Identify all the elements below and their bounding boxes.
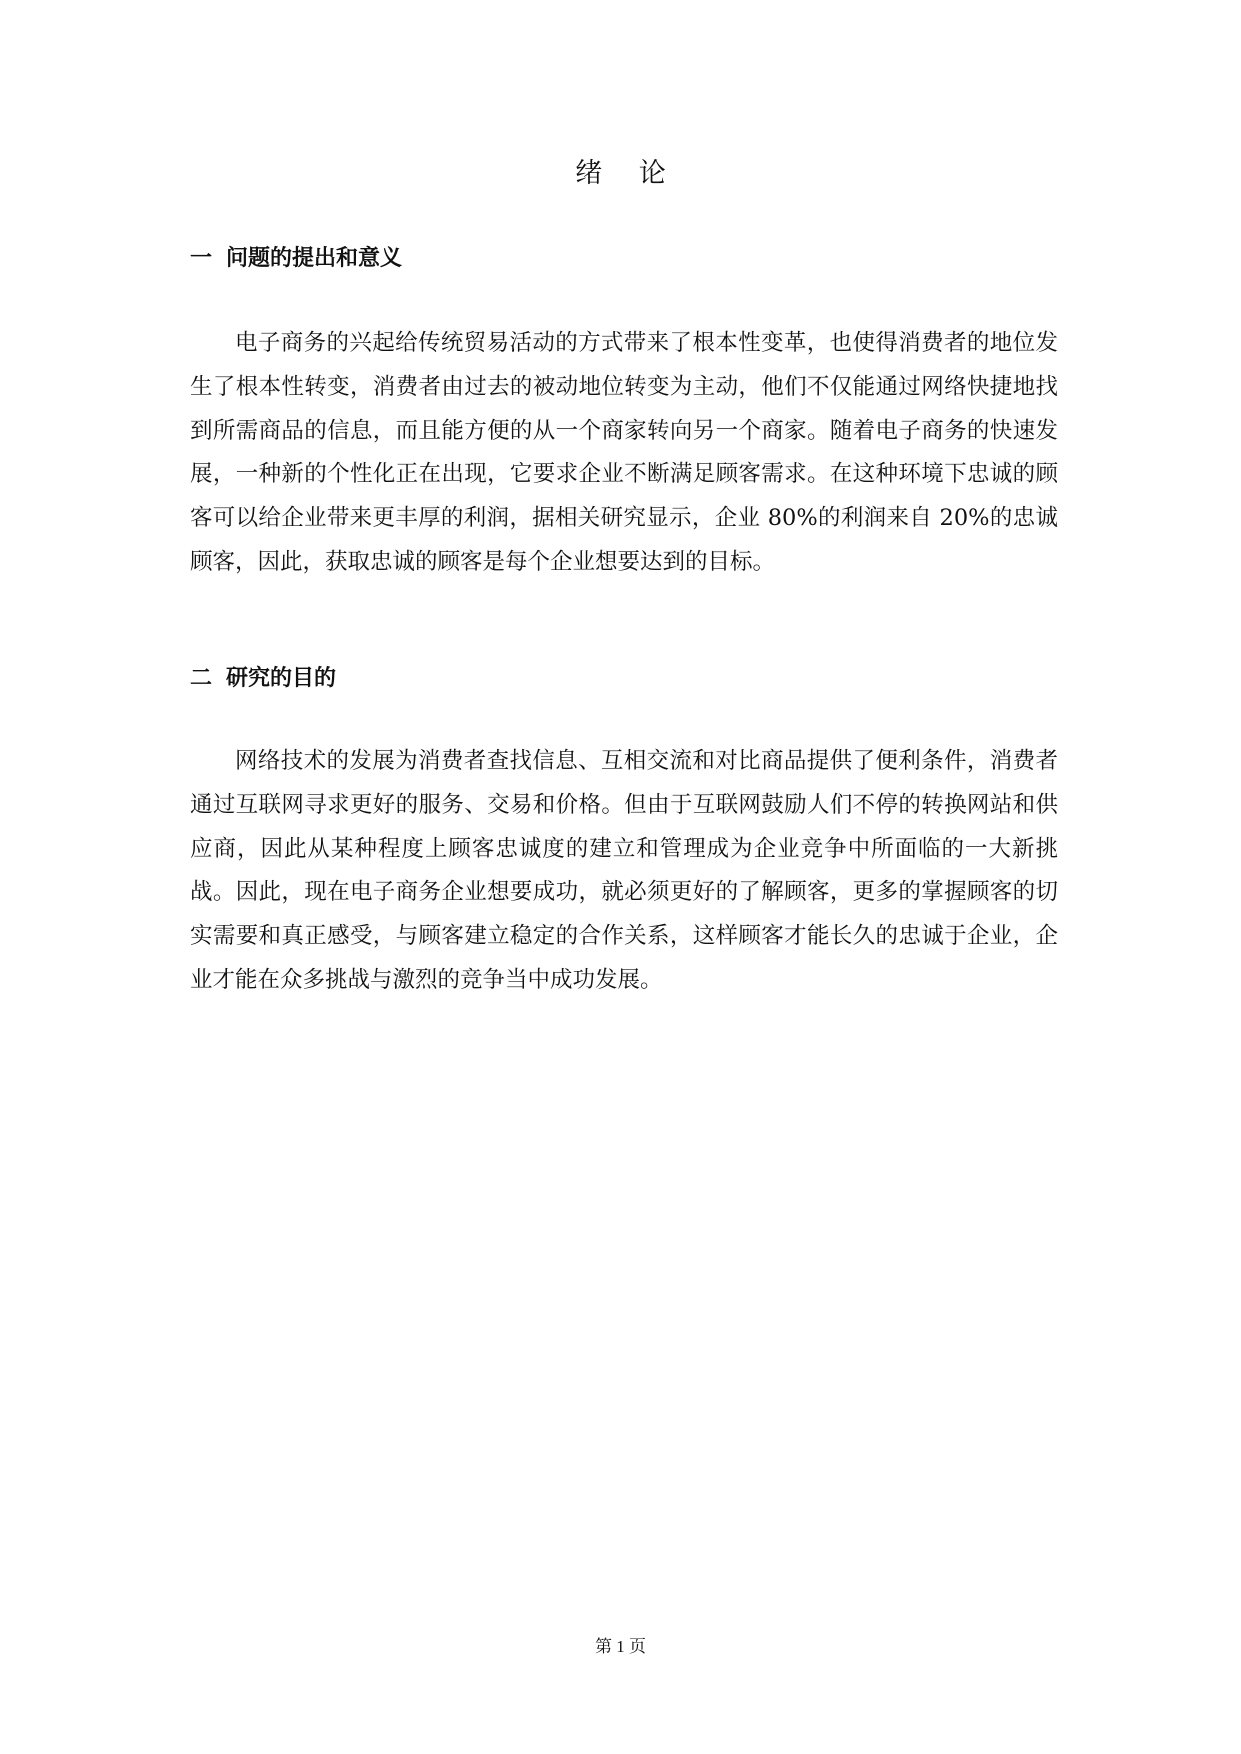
section-heading-1	[190, 244, 402, 274]
section-paragraph-2: 网络技术的发展为消费者查找信息、互相交流和对比商品提供了便利条件，消费者通过互联网寻求更好的服务、交易和价格。但由于互联网鼓励人们不停的转换网站和供应商，因此从某种程度上顾客忠诚度的建立和管理成为企业竞争中所面临的一大新挑战。因此，现在电子商务企业想要成功，就必须更好的了解顾客，更多的掌握顾客的切实需要和真正感受，与顾客建立稳定的合作关系，这样顾客才能长久的忠诚于企业，企业才能在众多挑战与激烈的竞争当中成功发展。	[190, 748, 1058, 993]
section-number-2: 二	[190, 666, 213, 691]
section-heading-text-1: 问题的提出和意义	[226, 246, 403, 271]
section-heading-2	[190, 664, 336, 694]
page-title: 绪 论	[575, 158, 680, 189]
section-heading-text-2: 研究的目的	[226, 666, 337, 691]
page-number: 第 1 页	[595, 1637, 646, 1656]
section-paragraph-1: 电子商务的兴起给传统贸易活动的方式带来了根本性变革，也使得消费者的地位发生了根本性转变，消费者由过去的被动地位转变为主动，他们不仅能通过网络快捷地找到所需商品的信息，而且能方便的从一个商家转向另一个商家。随着电子商务的快速发展，一种新的个性化正在出现，它要求企业不断满足顾客需求。在这种环境下忠诚的顾客可以给企业带来更丰厚的利润，据相关研究显示，企业 80%的利润来自 20%的忠诚顾客，因此，获取忠诚的顾客是每个企业想要达到的目标。	[190, 330, 1058, 575]
section-number-1: 一	[190, 246, 213, 271]
